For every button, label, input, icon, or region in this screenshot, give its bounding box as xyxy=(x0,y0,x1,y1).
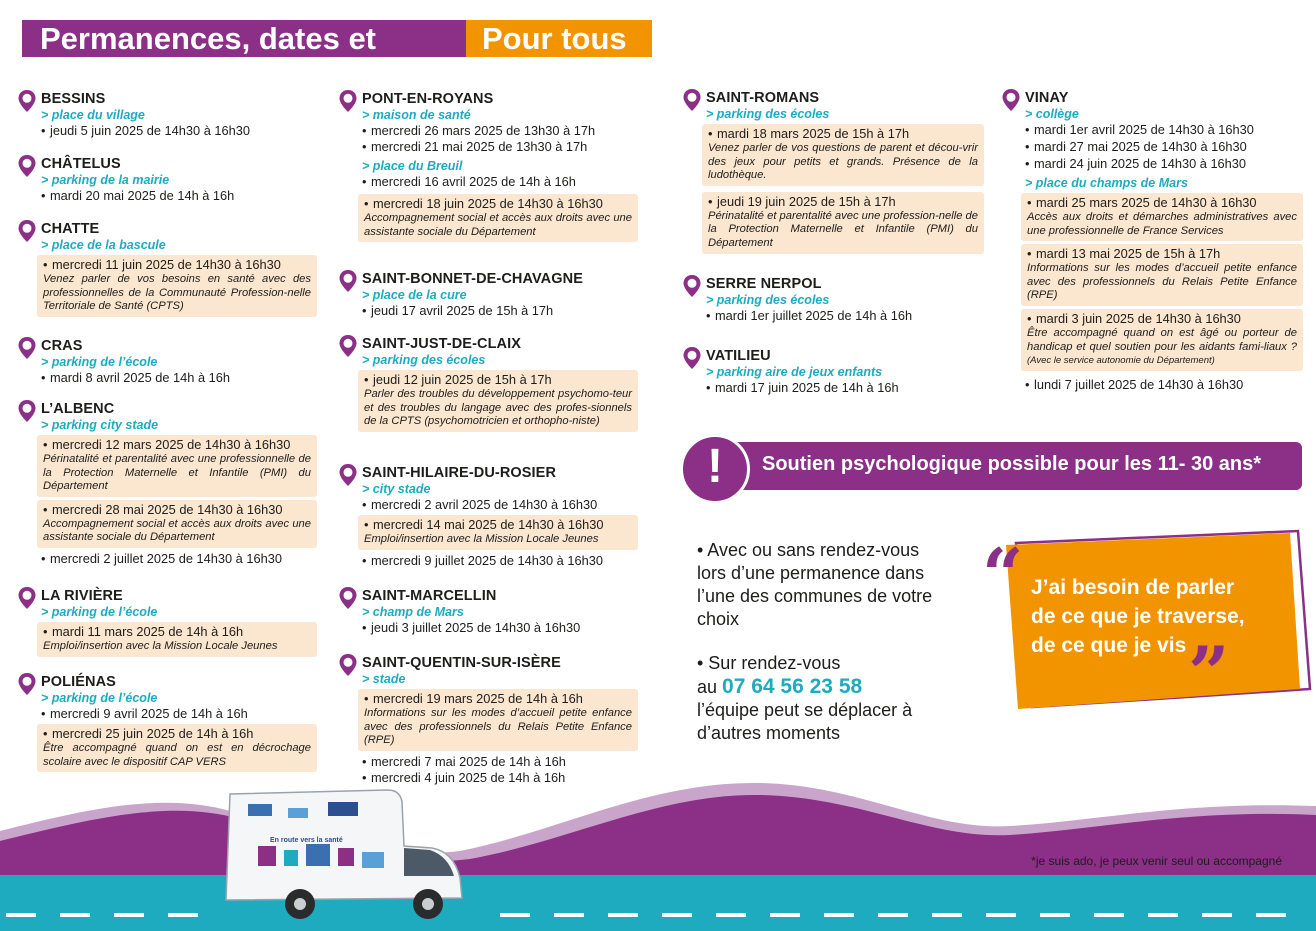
map-pin-icon xyxy=(682,88,702,112)
session-date: • mercredi 28 mai 2025 de 14h30 à 16h30 xyxy=(43,502,311,518)
location-place: > place du Breuil xyxy=(362,159,463,173)
info-appointment xyxy=(697,652,937,745)
location-place: > place du champs de Mars xyxy=(1025,176,1188,190)
banner-text: Soutien psychologique possible pour les 11- 30 ans* xyxy=(762,453,1262,475)
map-pin-icon xyxy=(338,653,358,677)
session-box xyxy=(37,622,317,657)
session-note: Accompagnement social et accès aux droits avec une assistante sociale du Département xyxy=(43,517,311,544)
info-phone-prefix: au xyxy=(697,677,718,697)
location-name: POLIÉNAS xyxy=(41,674,116,690)
map-pin-icon xyxy=(17,154,37,178)
session-box xyxy=(37,435,317,497)
location-vatilieu xyxy=(706,348,984,396)
location-name: SAINT-MARCELLIN xyxy=(362,588,497,604)
page-title: Permanences, dates et lieux xyxy=(22,20,466,57)
session-note: Informations sur les modes d’accueil petite enfance avec des professionnels du Relais Petite Enfance (RPE) xyxy=(1027,262,1297,302)
location-bessins xyxy=(41,91,317,139)
map-pin-icon xyxy=(338,89,358,113)
location-place: > champ de Mars xyxy=(362,605,464,619)
location-name: SAINT-QUENTIN-SUR-ISÈRE xyxy=(362,655,561,671)
session-date: • mercredi 2 juillet 2025 de 14h30 à 16h30 xyxy=(41,551,317,567)
session-box xyxy=(1021,244,1303,306)
location-name: SAINT-HILAIRE-DU-ROSIER xyxy=(362,465,557,481)
location-name: CRAS xyxy=(41,338,83,354)
session-date: • mercredi 19 mars 2025 de 14h à 16h xyxy=(364,691,632,707)
support-banner xyxy=(684,440,1302,493)
session-date: • mercredi 11 juin 2025 de 14h30 à 16h30 xyxy=(43,257,311,273)
map-pin-icon xyxy=(338,586,358,610)
location-name: PONT-EN-ROYANS xyxy=(362,91,494,107)
session-date: • mardi 3 juin 2025 de 14h30 à 16h30 xyxy=(1027,311,1297,327)
session-date: • mercredi 18 juin 2025 de 14h30 à 16h30 xyxy=(364,196,632,212)
quote-bubble xyxy=(982,525,1312,715)
session-note-text: Être accompagné quand on est âgé ou porteur de handicap et quel soutien pour les aidants fami-liaux ? xyxy=(1027,326,1297,353)
map-pin-icon xyxy=(17,672,37,696)
location-place: > parking des écoles xyxy=(362,353,486,367)
location-chatelus xyxy=(41,156,317,204)
location-place: > parking des écoles xyxy=(706,293,830,307)
location-cras xyxy=(41,338,317,386)
location-albenc xyxy=(41,401,317,567)
session-box xyxy=(358,370,638,432)
session-note: Parler des troubles du développement psychomo-teur et des troubles du langage avec des profes-sionnels de la CPTS (psychomotricien et orthopho-niste) xyxy=(364,388,632,428)
session-date: • mercredi 14 mai 2025 de 14h30 à 16h30 xyxy=(364,517,632,533)
session-box xyxy=(1021,193,1303,241)
location-place: > place de la cure xyxy=(362,288,467,302)
exclamation-mark: ! xyxy=(707,440,723,493)
session-box xyxy=(1021,309,1303,371)
session-box xyxy=(37,255,317,317)
info-appointment-detail: l’équipe peut se déplacer à d’autres moments xyxy=(697,700,913,743)
location-place: > parking de l’école xyxy=(41,605,158,619)
map-pin-icon xyxy=(17,219,37,243)
location-saint-just xyxy=(362,336,638,435)
quote-line: J’ai besoin de parler xyxy=(1031,576,1235,599)
session-box xyxy=(37,500,317,548)
phone-number[interactable]: 07 64 56 23 58 xyxy=(722,675,863,698)
session-note: Venez parler de vos questions de parent et décou-vrir des jeux pour petits et grands. Présence de la ludothèque. xyxy=(708,142,978,182)
location-name: VINAY xyxy=(1025,90,1069,106)
location-name: BESSINS xyxy=(41,91,106,107)
session-date: • mercredi 16 avril 2025 de 14h à 16h xyxy=(362,174,638,190)
session-note: Venez parler de vos besoins en santé avec des professionnelles de la Communauté Profession-nelle Territoriale de Santé (CPTS) xyxy=(43,273,311,313)
quote-line: de ce que je vis xyxy=(1031,634,1187,657)
session-note: Accompagnement social et accès aux droits avec une assistante sociale du Département xyxy=(364,212,632,238)
map-pin-icon xyxy=(17,89,37,113)
info-phone-line xyxy=(697,675,937,699)
location-place: > place du village xyxy=(41,108,145,122)
session-date: • mercredi 25 juin 2025 de 14h à 16h xyxy=(43,726,311,742)
location-saint-hilaire xyxy=(362,465,638,569)
session-note: Être accompagné quand on est en décrochage scolaire avec le dispositif CAP VERS xyxy=(43,742,311,768)
location-place: > parking aire de jeux enfants xyxy=(706,365,883,379)
health-van-illustration xyxy=(218,786,468,920)
location-name: L’ALBENC xyxy=(41,401,115,417)
session-date: • mardi 17 juin 2025 de 14h à 16h xyxy=(706,380,984,396)
location-place: > parking de l’école xyxy=(41,355,158,369)
session-note: Accès aux droits et démarches administratives avec une professionnelle de France Services xyxy=(1027,211,1297,237)
session-date: • mardi 11 mars 2025 de 14h à 16h xyxy=(43,624,311,640)
map-pin-icon xyxy=(17,586,37,610)
info-walk-in: • Avec ou sans rendez-vous lors d’une permanence dans l’une des communes de votre choix xyxy=(697,540,933,629)
location-name: SAINT-BONNET-DE-CHAVAGNE xyxy=(362,271,583,287)
map-pin-icon xyxy=(1001,88,1021,112)
location-chatte xyxy=(41,221,317,320)
session-date: • mercredi 9 juillet 2025 de 14h30 à 16h30 xyxy=(362,553,638,569)
session-box xyxy=(358,515,638,550)
location-name: CHATTE xyxy=(41,221,100,237)
van-icon xyxy=(218,786,468,920)
session-date: • mercredi 12 mars 2025 de 14h30 à 16h30 xyxy=(43,437,311,453)
session-box xyxy=(702,124,984,186)
map-pin-icon xyxy=(338,334,358,358)
session-date: • jeudi 17 avril 2025 de 15h à 17h xyxy=(362,303,638,319)
session-date: • jeudi 12 juin 2025 de 15h à 17h xyxy=(364,372,632,388)
session-note: Périnatalité et parentalité avec une professionnelle de la Protection Maternelle et Infantile (PMI) du Département xyxy=(43,453,311,493)
quote-line: de ce que je traverse, xyxy=(1031,605,1245,628)
location-place: > place de la bascule xyxy=(41,238,166,252)
location-name: SERRE NERPOL xyxy=(706,276,822,292)
map-pin-icon xyxy=(682,274,702,298)
session-date: • lundi 7 juillet 2025 de 14h30 à 16h30 xyxy=(1025,377,1303,393)
session-date: • mercredi 9 avril 2025 de 14h à 16h xyxy=(41,706,317,722)
page-header xyxy=(22,20,652,93)
session-date: • mardi 1er avril 2025 de 14h30 à 16h30 xyxy=(1025,122,1303,138)
location-saint-bonnet xyxy=(362,271,638,319)
map-pin-icon xyxy=(17,399,37,423)
location-name: CHÂTELUS xyxy=(41,156,121,172)
session-date: • jeudi 3 juillet 2025 de 14h30 à 16h30 xyxy=(362,620,638,636)
location-place: > parking de la mairie xyxy=(41,173,170,187)
session-note-sub: (Avec le service autonomie du Département) xyxy=(1027,355,1215,367)
session-date: • mercredi 4 juin 2025 de 14h à 16h xyxy=(362,770,638,786)
location-la-riviere xyxy=(41,588,317,660)
location-place: > maison de santé xyxy=(362,108,471,122)
van-label: En route vers la santé xyxy=(270,837,343,844)
location-place: > stade xyxy=(362,672,406,686)
location-name: SAINT-ROMANS xyxy=(706,90,820,106)
location-name: LA RIVIÈRE xyxy=(41,588,123,604)
session-date: • mercredi 26 mars 2025 de 13h30 à 17h xyxy=(362,123,638,139)
location-name: SAINT-JUST-DE-CLAIX xyxy=(362,336,521,352)
session-date: • jeudi 5 juin 2025 de 14h30 à 16h30 xyxy=(41,123,317,139)
audience-tag: Pour tous xyxy=(466,20,652,57)
location-polienas xyxy=(41,674,317,775)
session-date: • mercredi 7 mai 2025 de 14h à 16h xyxy=(362,754,638,770)
location-serre-nerpol xyxy=(706,276,984,324)
session-note: Informations sur les modes d’accueil petite enfance avec des professionnels du Relais Petite Enfance (RPE) xyxy=(364,707,632,747)
session-date: • mardi 25 mars 2025 de 14h30 à 16h30 xyxy=(1027,195,1297,211)
session-box xyxy=(702,192,984,254)
map-pin-icon xyxy=(17,336,37,360)
info-appointment-title: • Sur rendez-vous xyxy=(697,653,841,673)
quote-close-icon: ” xyxy=(1188,630,1230,715)
location-vinay xyxy=(1025,90,1303,393)
location-pont-en-royans xyxy=(362,91,638,245)
session-box xyxy=(37,724,317,772)
location-place: > parking city stade xyxy=(41,418,159,432)
session-date: • mardi 13 mai 2025 de 15h à 17h xyxy=(1027,246,1297,262)
quote-open-icon: “ xyxy=(982,532,1024,617)
map-pin-icon xyxy=(338,269,358,293)
session-box xyxy=(358,194,638,242)
session-date: • mardi 18 mars 2025 de 15h à 17h xyxy=(708,126,978,142)
location-place: > collège xyxy=(1025,107,1079,121)
location-saint-marcellin xyxy=(362,588,638,636)
session-date: • mardi 20 mai 2025 de 14h à 16h xyxy=(41,188,317,204)
map-pin-icon xyxy=(338,463,358,487)
exclamation-icon xyxy=(680,434,750,504)
location-name: VATILIEU xyxy=(706,348,771,364)
session-date: • mercredi 2 avril 2025 de 14h30 à 16h30 xyxy=(362,497,638,513)
session-date: • mardi 24 juin 2025 de 14h30 à 16h30 xyxy=(1025,156,1303,172)
location-saint-romans xyxy=(706,90,984,257)
session-date: • mardi 1er juillet 2025 de 14h à 16h xyxy=(706,308,984,324)
session-date: • mardi 8 avril 2025 de 14h à 16h xyxy=(41,370,317,386)
session-note: Périnatalité et parentalité avec une profession-nelle de la Protection Maternelle et Infantile (PMI) du Département xyxy=(708,209,978,249)
session-date: • mardi 27 mai 2025 de 14h30 à 16h30 xyxy=(1025,139,1303,155)
session-box xyxy=(358,689,638,751)
map-pin-icon xyxy=(682,346,702,370)
location-place: > city stade xyxy=(362,482,431,496)
footnote: *je suis ado, je peux venir seul ou accompagné xyxy=(1031,854,1282,868)
session-date: • jeudi 19 juin 2025 de 15h à 17h xyxy=(708,194,978,210)
landscape-illustration xyxy=(0,771,1316,931)
session-note xyxy=(1027,327,1297,368)
location-place: > parking des écoles xyxy=(706,107,830,121)
session-note: Emploi/insertion avec la Mission Locale Jeunes xyxy=(43,640,278,652)
location-place: > parking de l’école xyxy=(41,691,158,705)
session-date: • mercredi 21 mai 2025 de 13h30 à 17h xyxy=(362,139,638,155)
session-note: Emploi/insertion avec la Mission Locale Jeunes xyxy=(364,533,599,545)
location-saint-quentin xyxy=(362,655,638,786)
